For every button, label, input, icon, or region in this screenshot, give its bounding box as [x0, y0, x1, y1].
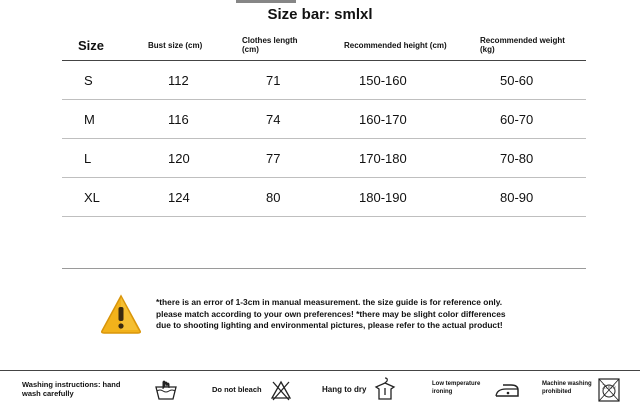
iron-icon	[494, 381, 520, 399]
cell-height: 160-170	[359, 111, 407, 127]
hand-wash-icon	[154, 379, 178, 401]
no-machine-wash-label: Machine washing prohibited	[542, 381, 592, 395]
cell-length: 71	[266, 72, 281, 88]
cell-bust: 120	[168, 150, 190, 166]
note-line: *there is an error of 1-3cm in manual measurement. the size guide is for reference only.	[156, 297, 503, 307]
cell-weight: 80-90	[500, 189, 534, 205]
cell-weight: 70-80	[500, 150, 534, 166]
hang-dry-label: Hang to dry	[322, 385, 367, 394]
page-title: Size bar: smlxl	[267, 6, 373, 23]
table-row	[62, 100, 586, 139]
cell-bust: 112	[168, 72, 189, 88]
cell-length: 77	[266, 150, 281, 166]
header-length: Clothes length (cm)	[242, 36, 298, 54]
no-bleach-label: Do not bleach	[212, 385, 262, 394]
hang-dry-icon	[374, 377, 396, 401]
cell-bust: 124	[168, 189, 190, 205]
cell-height: 180-190	[359, 189, 407, 205]
svg-text:Zone: Zone	[602, 385, 616, 391]
cell-size: XL	[84, 189, 100, 205]
cell-size: S	[84, 72, 93, 88]
note-text	[156, 297, 596, 332]
cell-height: 150-160	[359, 72, 407, 88]
header-height: Recommended height (cm)	[344, 40, 447, 50]
iron-label: Low temperature ironing	[432, 381, 481, 395]
cell-size: L	[84, 150, 92, 166]
cell-bust: 116	[168, 111, 189, 127]
table-row	[62, 139, 586, 178]
cell-height: 170-180	[359, 150, 407, 166]
no-bleach-icon	[270, 379, 292, 401]
cell-weight: 50-60	[500, 72, 534, 88]
table-header	[62, 30, 586, 61]
note-line: please match according to your own preferences! *there may be slight color differences	[156, 308, 506, 319]
cell-length: 74	[266, 111, 281, 127]
cell-weight: 60-70	[500, 111, 534, 127]
table-row-empty	[62, 217, 586, 269]
top-edge-fragment	[236, 0, 296, 3]
note-line: due to shooting lighting and environmental pictures, please refer to the actual product!	[156, 320, 503, 330]
no-machine-wash-icon	[597, 377, 621, 403]
header-weight: Recommended weight (kg)	[480, 36, 565, 54]
washing-label: Washing instructions: hand wash carefully	[22, 380, 121, 398]
header-size: Size	[78, 37, 105, 53]
table-row	[62, 178, 586, 217]
cell-size: M	[84, 111, 95, 127]
size-table	[62, 30, 586, 269]
header-bust: Bust size (cm)	[148, 40, 203, 50]
table-row	[62, 61, 586, 100]
care-instructions	[0, 370, 640, 412]
warning-icon	[100, 294, 142, 334]
cell-length: 80	[266, 189, 281, 205]
